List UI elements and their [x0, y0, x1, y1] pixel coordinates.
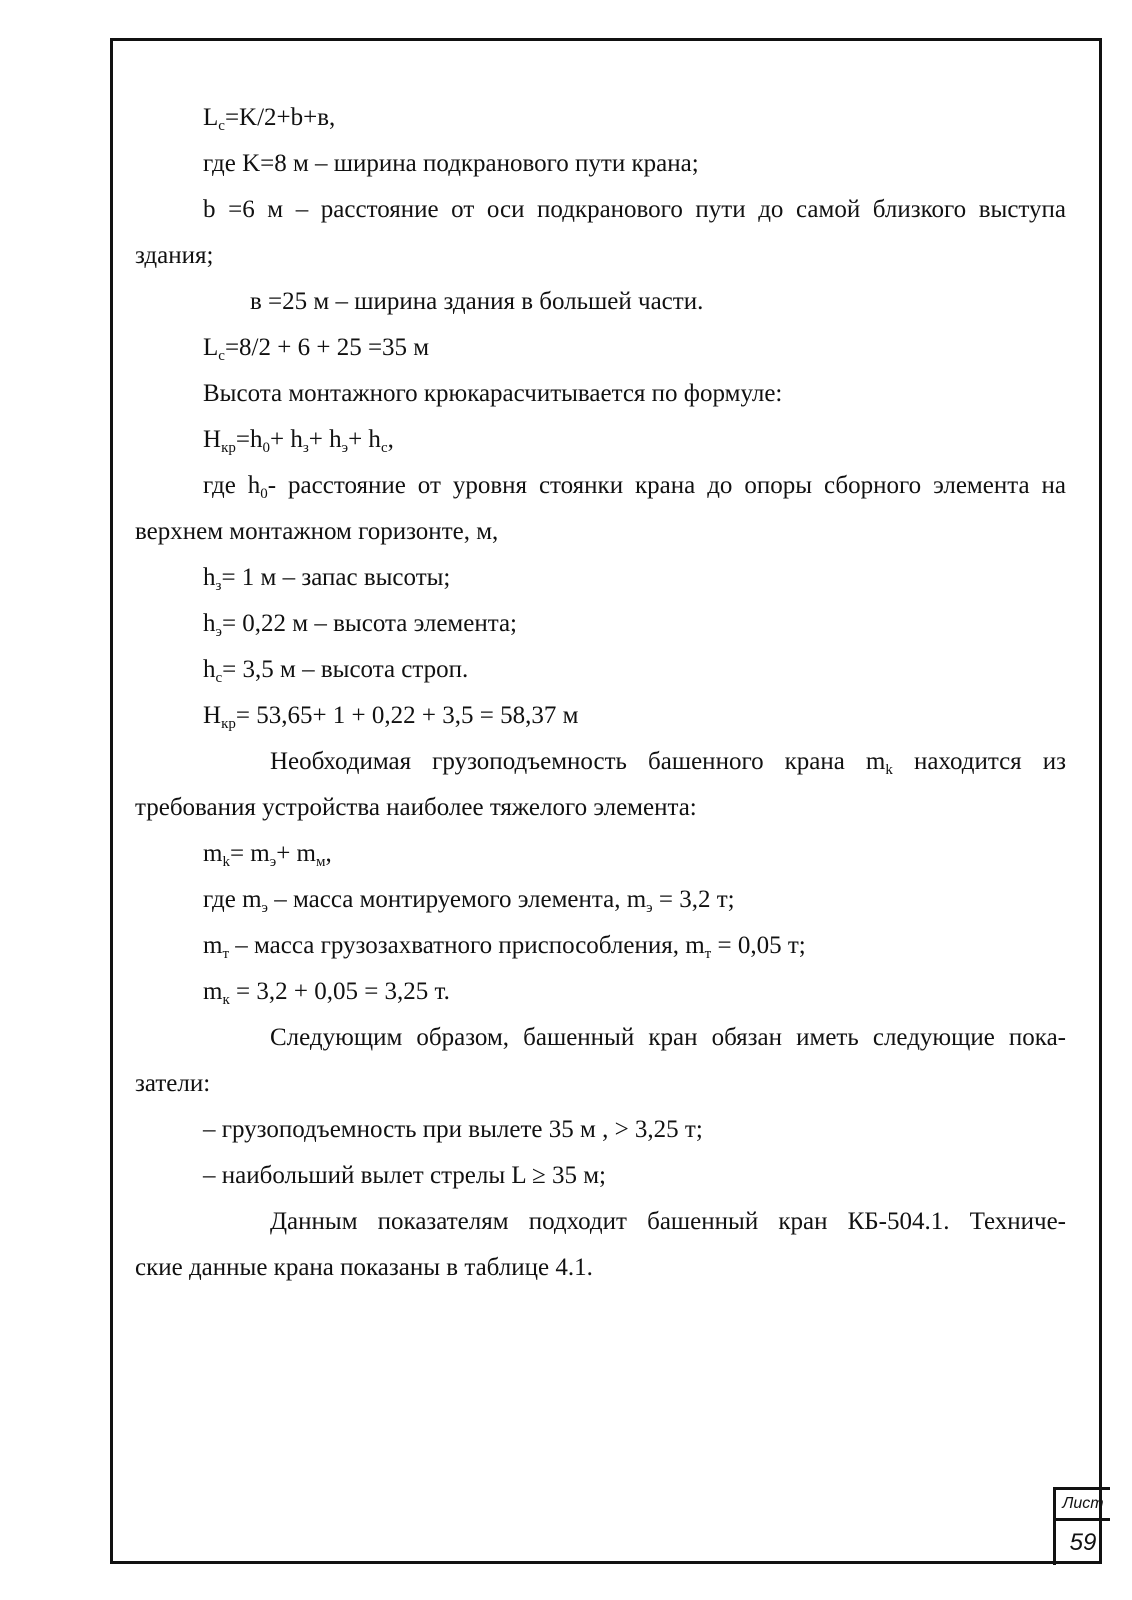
text-line: Необходимая грузоподъемность башенного крана $m_k$ находится из — [270, 748, 1066, 778]
text-line: где $m_э$ – масса монтируемого элемента, $m_э = 3,2$ т; — [203, 886, 735, 916]
text-line: b =6 м – расстояние от оси подкранового пути до самой близкого выступа — [203, 196, 1066, 223]
formula-hkr: $H_{кр}=h_0+ h_з+ h_э+ h_с$, — [203, 426, 394, 456]
text-line: где K=8 м – ширина подкранового пути крана; — [203, 150, 699, 177]
text-line: ские данные крана показаны в таблице 4.1. — [135, 1254, 593, 1281]
sheet-stamp — [1053, 1487, 1110, 1565]
text-line: $h_з= 1$ м – запас высоты; — [203, 564, 451, 594]
text-line: Следующим образом, башенный кран обязан иметь следующие пока- — [270, 1024, 1066, 1051]
page-number: 59 — [1069, 1529, 1097, 1556]
sheet-label: Лист — [1056, 1490, 1110, 1521]
list-item: – наибольший вылет стрелы L ≥ 35 м; — [203, 1162, 607, 1189]
list-item: – грузоподъемность при вылете 35 м , > 3,25 т; — [203, 1116, 703, 1143]
text-line: $h_э= 0,22$ м – высота элемента; — [203, 610, 517, 640]
text-line: затели: — [135, 1070, 211, 1097]
text-line: где $h_0-$ расстояние от уровня стоянки крана до опоры сборного элемента на — [203, 472, 1066, 502]
text-line: верхнем монтажном горизонте, м, — [135, 518, 499, 545]
text-line: требования устройства наиболее тяжелого элемента: — [135, 794, 697, 821]
document-body — [135, 95, 1066, 1291]
text-line: $m_т$ – масса грузозахватного приспособления, $m_т = 0,05$ т; — [203, 932, 806, 962]
text-line: Высота монтажного крюкарасчитывается по формуле: — [203, 380, 783, 407]
formula-mk-value: $m_к = 3,2 + 0,05 = 3,25$ т. — [203, 978, 450, 1008]
formula-mk: $m_k= m_э+ m_м$, — [203, 840, 332, 870]
formula-lc-value: $L_с=8/2 + 6 + 25 =35$ м — [203, 334, 430, 364]
text-line: здания; — [135, 242, 214, 269]
formula-lc: $L_с=K/2+b+в$, — [203, 104, 336, 134]
formula-hkr-value: $H_{кр}= 53,65+ 1 + 0,22 + 3,5 = 58,37$ м — [203, 702, 579, 732]
text-line: $h_с= 3,5$ м – высота строп. — [203, 656, 469, 686]
text-line: Данным показателям подходит башенный кран КБ-504.1. Техниче- — [270, 1208, 1066, 1235]
text-line: в =25 м – ширина здания в большей части. — [250, 288, 704, 315]
